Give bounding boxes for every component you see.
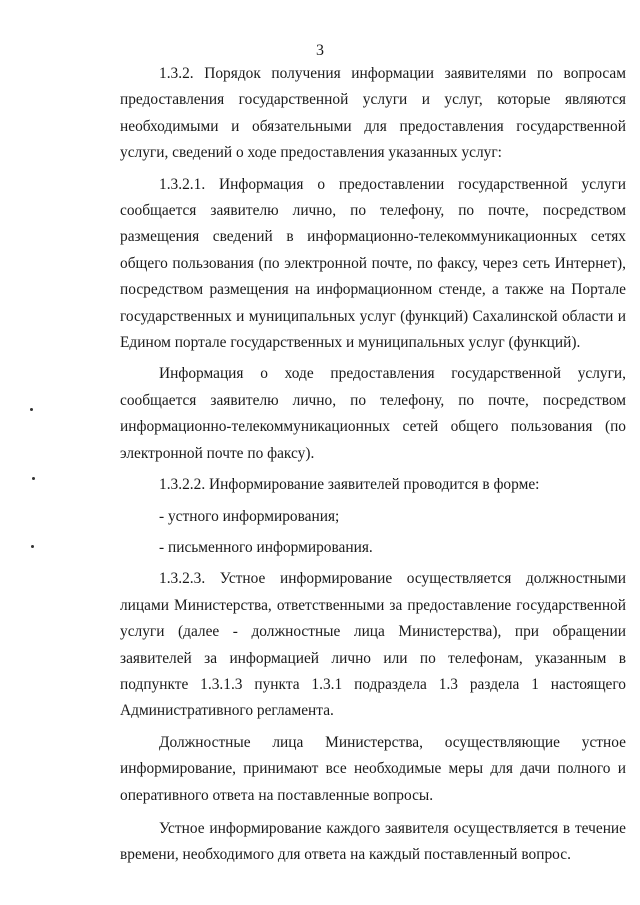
list-item-oral: - устного информирования; <box>159 507 340 525</box>
paragraph-officials: Должностные лица Министерства, осуществляющие устное информирование, принимают все необходимые меры для дачи полного и оперативного ответа на поставленные вопросы. <box>120 733 626 804</box>
document-body <box>120 61 626 869</box>
paragraph-oral-duration: Устное информирование каждого заявителя осуществляется в течение времени, необходимого для ответа на каждый поставленный вопрос. <box>120 819 626 864</box>
scan-speck <box>31 545 34 548</box>
paragraph-1-3-2-2: 1.3.2.2. Информирование заявителей проводится в форме: <box>159 476 540 494</box>
list-item-written: - письменного информирования. <box>159 538 373 556</box>
paragraph-1-3-2: 1.3.2. Порядок получения информации заявителями по вопросам предоставления государственной услуги и услуг, которые являются необходимыми и обязательными для предоставления государственной услуги, сведений о ходе предоставления указанных услуг: <box>120 65 626 162</box>
paragraph-1-3-2-3: 1.3.2.3. Устное информирование осуществляется должностными лицами Министерства, ответственными за предоставление государственной услуги (далее - должностные лица Министерства), при обращении заявителей за информацией лично или по телефонам, указанным в подпункте 1.3.1.3 пункта 1.3.1 подраздела 1.3 раздела 1 настоящего Административного регламента. <box>120 570 626 720</box>
page-number: 3 <box>316 42 324 59</box>
scan-speck <box>30 408 33 411</box>
scan-speck <box>32 477 35 480</box>
paragraph-progress-info: Информация о ходе предоставления государственной услуги, сообщается заявителю лично, по телефону, по почте, посредством информационно-телекоммуникационных сетей общего пользования (по электронной почте по факсу). <box>120 365 626 462</box>
paragraph-1-3-2-1: 1.3.2.1. Информация о предоставлении государственной услуги сообщается заявителю лично, по телефону, по почте, посредством размещения сведений в информационно-телекоммуникационных сетях общего пользования (по электронной почте, по факсу, через сеть Интернет), посредством размещения на информационном стенде, а также на Портале государственных и муниципальных услуг (функций) Сахалинской области и Едином портале государственных и муниципальных услуг (функций). <box>120 175 626 352</box>
